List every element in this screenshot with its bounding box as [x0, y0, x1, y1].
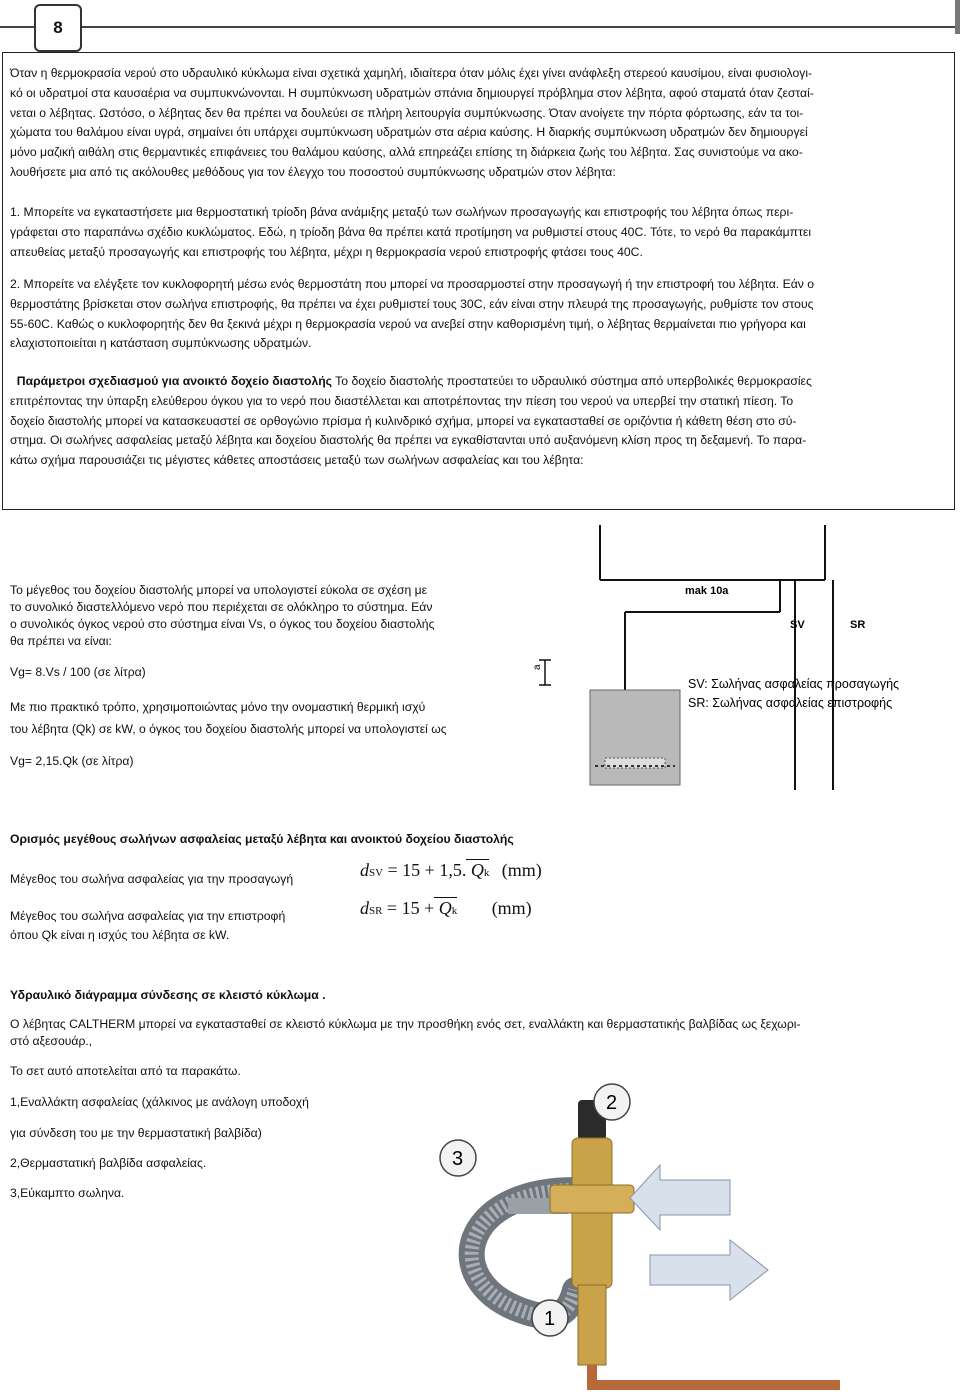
intro-line: Όταν η θερμοκρασία νερού στο υδραυλικό κύκλωμα είναι σχετικά χαμηλή, ιδιαίτερα όταν μόλις έχει γίνει ανάφλεξη στερεού καυσίμου, είναι φυσιολογι-	[10, 66, 813, 80]
flow-arrow-right-icon	[650, 1240, 768, 1300]
closed-circuit-paragraph	[10, 1016, 945, 1050]
header-edge	[955, 0, 960, 34]
method-2-line: θερμοστάτης βρίσκεται στον σωλήνα επιστροφής, θα πρέπει να έχει ρυθμιστεί τους 30C, εάν είναι στην πλευρά της προσαγωγής, ρυθμίστε τον στους	[10, 296, 814, 311]
qk-note: όπου Qk είναι η ισχύς του λέβητα σε kW.	[10, 928, 230, 942]
volume-paragraph	[10, 582, 530, 650]
method-2-line: 2. Μπορείτε να ελέγξετε τον κυκλοφορητή μέσω ενός θερμοστάτη που μπορεί να προσαρμοστεί στην προσαγωγή ή την επιστροφή του λέβητα. Εάν ο	[10, 277, 815, 291]
page-number: 8	[53, 18, 63, 37]
closed-circuit-line: Ο λέβητας CALTHERM μπορεί να εγκατασταθεί σε κλειστό κύκλωμα με την προσθήκη ενός σετ, εναλλάκτη και θερμαστατικής βαλβίδας ως ξεχωρι-	[10, 1017, 801, 1031]
method-1-line: 1. Μπορείτε να εγκαταστήσετε μια θερμοστατική τρίοδη βάνα ανάμιξης μεταξύ των σωλήνων προσαγωγής και επιστροφής του λέβητα όπως περι-	[10, 205, 794, 219]
method-1-line: απευθείας μεταξύ προσαγωγής και επιστροφής του λέβητα, μέχρι η θερμοκρασία νερού επιστροφής φτάσει τους 40C.	[10, 244, 643, 259]
eq-q-sub: k	[483, 867, 490, 879]
flow-arrow-left-icon	[630, 1165, 730, 1230]
set-item-2: 2,Θερμαστατική βαλβίδα ασφαλείας.	[10, 1156, 207, 1170]
eq-rhs: = 15 +	[386, 898, 435, 918]
eq-rhs: = 15 + 1,5.	[387, 860, 467, 880]
intro-line: νεται ο λέβητας. Ωστόσο, ο λέβητας δεν θα πρέπει να δουλεύει σε πλήρη λειτουργία συμπύκνωσης. Όταν ανοίγετε την πόρτα φόρτωσης, εάν τα τοι-	[10, 105, 804, 120]
volume-line: ο συνολικός όγκος νερού στο σύστημα είναι Vs, ο όγκος του δοχείου διαστολής	[10, 617, 435, 631]
valve-crossbody	[550, 1185, 634, 1213]
return-equation	[360, 898, 532, 919]
sr-label: SR	[850, 619, 866, 631]
sv-label: SV	[790, 619, 805, 631]
valve-assembly-illustration	[400, 1080, 955, 1396]
boiler-body	[590, 690, 680, 785]
callout-2: 2	[606, 1092, 618, 1114]
valve-lower-pipe	[578, 1285, 606, 1365]
max-height-label: mak 10a	[685, 585, 729, 597]
volume-line: το συνολικό διαστελλόμενο νερό που περιέχεται σε ολόκληρο το σύστημα. Εάν	[10, 600, 433, 614]
supply-pipe-label: Μέγεθος του σωλήνα ασφαλείας για την προσαγωγή	[10, 872, 294, 886]
set-item-1: 1,Εναλλάκτη ασφαλείας (χάλκινος με ανάλογη υποδοχή	[10, 1095, 309, 1109]
method-2-line: 55-60C. Καθώς ο κυκλοφορητής δεν θα ξεκινά μέχρι η θερμοκρασία νερού να ανεβεί στην καθορισμένη τιμή, ο λέβητας θερμαίνεται πιο γρήγορα και	[10, 316, 806, 331]
practical-line: του λέβητα (Qk) σε kW, ο όγκος του δοχείου διαστολής μπορεί να υπολογιστεί ως	[10, 722, 447, 736]
intro-line: λουθήσετε μια από τις ακόλουθες μεθόδους για τον έλεγχο του ποσοστού συμπύκνωσης υδρατμών στον λέβητα:	[10, 164, 616, 179]
page-number-badge	[34, 4, 82, 52]
eq-sub: SV	[369, 867, 384, 879]
method-2-line: ελαχιστοποιείται η κατάσταση συμπύκνωσης υδρατμών.	[10, 336, 312, 351]
legend-sv: SV: Σωλήνας ασφαλείας προσαγωγής	[688, 677, 900, 691]
set-intro: Το σετ αυτό αποτελείται από τα παρακάτω.	[10, 1064, 241, 1078]
expansion-tank-diagram	[525, 520, 955, 790]
expansion-tank-heading: Παράμετροι σχεδιασμού για ανοικτό δοχείο διαστολής	[16, 374, 333, 388]
expansion-tank-line: δοχείο διαστολής μπορεί να κατασκευαστεί σε ορθογώνιο πρίσμα ή κυλινδρικό σχήμα, μπορεί να εγκατασταθεί σε οριζόντια ή κάθετη θέση στο σύ-	[10, 413, 797, 428]
expansion-tank-line: κάτω σχήμα παρουσιάζει τις μέγιστες κάθετες αποστάσεις μεταξύ των σωλήνων ασφαλείας και του λέβητα:	[10, 453, 584, 468]
intro-line: χώματα του θαλάμου είναι υγρά, σημαίνει ότι υπάρχει συμπύκνωση υδρατμών στα αέρια καύσης. Η διαρκής συμπύκνωση υδρατμών δεν δημιουργεί	[10, 125, 808, 140]
legend-sr: SR: Σωλήνας ασφαλείας επιστροφής	[688, 696, 893, 710]
method-1-paragraph	[10, 203, 945, 262]
closed-circuit-line: στό αξεσουάρ.,	[10, 1034, 93, 1048]
eq-var: d	[360, 860, 369, 880]
copper-exchanger	[592, 1365, 840, 1385]
eq-unit: (mm)	[501, 860, 542, 880]
eq-q-sub: k	[451, 905, 458, 917]
header-rule	[0, 26, 960, 28]
eq-q: Q	[438, 898, 452, 918]
expansion-tank-line: στημα. Οι σωλήνες ασφαλείας μεταξύ λέβητα και δοχείου διαστολής θα πρέπει να εγκαθίστανται υπό αυξανόμενη κλίση προς τη δεξαμενή. Το παρα-	[10, 433, 807, 448]
volume-formula-2: Vg= 2,15.Qk (σε λίτρα)	[10, 754, 134, 768]
practical-line: Με πιο πρακτικό τρόπο, χρησιμοποιώντας μόνο την ονομαστική θερμική ισχύ	[10, 700, 426, 714]
intro-paragraph	[10, 64, 945, 183]
supply-equation	[360, 860, 542, 881]
expansion-tank-paragraph	[10, 372, 945, 471]
a-label: a	[532, 664, 543, 670]
expansion-tank-line-rest: Το δοχείο διαστολής προστατεύει το υδραυλικό σύστημα από υπερβολικές θερμοκρασίες	[332, 374, 812, 388]
practical-paragraph	[10, 696, 535, 740]
volume-formula-1: Vg= 8.Vs / 100 (σε λίτρα)	[10, 665, 146, 679]
volume-line: θα πρέπει να είναι:	[10, 634, 112, 648]
method-2-paragraph	[10, 275, 945, 354]
eq-var: d	[360, 898, 369, 918]
set-item-3: 3,Εύκαμπτο σωληνα.	[10, 1186, 125, 1200]
set-item-1-cont: για σύνδεση του με την θερμαστατική βαλβίδα)	[10, 1126, 262, 1140]
intro-line: μόνο μαζική αιθάλη στις θερμαντικές επιφάνειες του θαλάμου καύσης, αλλά επηρεάζει επίσης τη διάρκεια ζωής του λέβητα. Σας συνιστούμε να ακο-	[10, 145, 803, 160]
expansion-tank-line: επιτρέποντας την ύπαρξη ελεύθερου όγκου για το νερό που διαστέλλεται και αποτρέποντας την πίεση του νερού να υπερβεί την στατική πίεση. Το	[10, 393, 794, 408]
eq-unit: (mm)	[491, 898, 532, 918]
callout-1: 1	[544, 1308, 556, 1330]
method-1-line: γράφεται στο παραπάνω σχέδιο κυκλώματος. Εδώ, η τρίοδη βάνα θα πρέπει κατά προτίμηση να ρυθμιστεί στους 40C. Τότε, το νερό θα παρακάμπτει	[10, 224, 812, 239]
expansion-tank-first-line	[10, 372, 945, 392]
closed-circuit-heading: Υδραυλικό διάγραμμα σύνδεσης σε κλειστό κύκλωμα .	[10, 988, 326, 1002]
eq-sub: SR	[369, 905, 383, 917]
callout-3: 3	[452, 1148, 464, 1170]
intro-line: κό οι υδρατμοί στα καυσαέρια να συμπυκνώνονται. Η συμπύκνωση υδρατμών σπάνια δημιουργεί πρόβλημα στον λέβητα, αφού σταματά όταν ζεσταί-	[10, 85, 814, 100]
return-pipe-label: Μέγεθος του σωλήνα ασφαλείας για την επιστροφή	[10, 909, 286, 923]
volume-line: Το μέγεθος του δοχείου διαστολής μπορεί να υπολογιστεί εύκολα σε σχέση με	[10, 583, 428, 597]
eq-q: Q	[470, 860, 484, 880]
pipe-sizing-heading: Ορισμός μεγέθους σωλήνων ασφαλείας μεταξύ λέβητα και ανοικτού δοχείου διαστολής	[10, 832, 514, 846]
